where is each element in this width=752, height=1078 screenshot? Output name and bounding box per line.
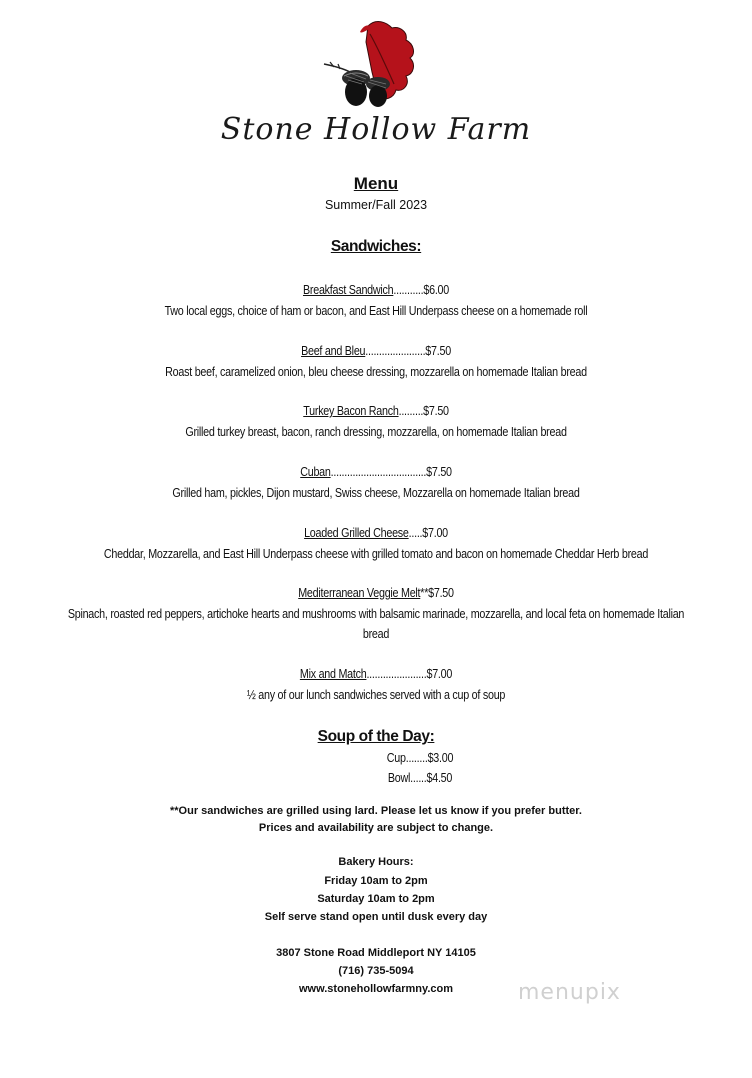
- menu-season: Summer/Fall 2023: [324, 198, 428, 212]
- item-name: Turkey Bacon Ranch: [303, 404, 399, 418]
- item-description: Grilled ham, pickles, Dijon mustard, Swiss cheese, Mozzarella on homemade Italian bread: [172, 486, 580, 500]
- item-price: $7.00: [422, 526, 448, 540]
- soup-bowl-price: Bowl......$4.50: [387, 771, 453, 785]
- lard-note: **Our sandwiches are grilled using lard. Please let us know if you prefer butter.: [169, 805, 582, 817]
- menu-title: Menu: [353, 174, 399, 193]
- menu-item: [53, 465, 700, 479]
- item-price: $7.50: [428, 586, 454, 600]
- item-description-continued: bread: [362, 627, 390, 641]
- phone: (716) 735-5094: [338, 965, 414, 977]
- item-price: $7.50: [423, 404, 449, 418]
- menu-item: [53, 526, 700, 540]
- item-description: Spinach, roasted red peppers, artichoke hearts and mushrooms with balsamic marinade, mozzarella, and local feta on homemade Italian: [67, 607, 685, 621]
- item-description: Roast beef, caramelized onion, bleu cheese dressing, mozzarella on homemade Italian bread: [165, 365, 587, 379]
- item-name: Breakfast Sandwich: [302, 283, 394, 297]
- menu-item: [53, 586, 700, 600]
- hours-friday: Friday 10am to 2pm: [324, 875, 428, 887]
- website-link[interactable]: www.stonehollowfarmny.com: [298, 983, 454, 995]
- item-name: Loaded Grilled Cheese: [304, 526, 409, 540]
- item-description: Two local eggs, choice of ham or bacon, and East Hill Underpass cheese on a homemade roll: [164, 304, 588, 318]
- item-dots: ...................................: [330, 465, 427, 479]
- item-name: Mix and Match: [299, 667, 367, 681]
- bakery-hours-title: Bakery Hours:: [338, 856, 414, 868]
- item-price: $7.00: [426, 667, 453, 681]
- address: 3807 Stone Road Middleport NY 14105: [276, 947, 476, 959]
- item-price: $6.00: [423, 283, 449, 297]
- item-dots: .........: [398, 404, 424, 418]
- farm-name: Stone Hollow Farm: [220, 112, 532, 147]
- item-description: ½ any of our lunch sandwiches served with a cup of soup: [246, 688, 506, 702]
- soup-heading: Soup of the Day:: [317, 728, 435, 745]
- item-name: Cuban: [300, 465, 331, 479]
- soup-cup-price: Cup........$3.00: [386, 751, 454, 765]
- menu-item: [53, 344, 700, 358]
- prices-note: Prices and availability are subject to change.: [258, 822, 494, 834]
- item-dots: ...........: [393, 283, 424, 297]
- item-price: $7.50: [426, 465, 452, 479]
- item-name: Mediterranean Veggie Melt: [298, 586, 421, 600]
- item-name: Beef and Bleu: [301, 344, 366, 358]
- hours-saturday: Saturday 10am to 2pm: [317, 893, 435, 905]
- sandwiches-heading: Sandwiches:: [330, 238, 422, 255]
- item-dots: ......................: [366, 667, 427, 681]
- item-dots: ......................: [365, 344, 426, 358]
- menu-item: [53, 404, 700, 418]
- self-serve-stand: Self serve stand open until dusk every day: [264, 911, 488, 923]
- item-price: $7.50: [425, 344, 451, 358]
- menu-item: [53, 283, 700, 297]
- menu-item: [53, 667, 700, 681]
- menupix-watermark: menupix: [518, 980, 621, 1005]
- item-dots: **: [420, 586, 429, 600]
- acorn-leaf-logo-icon: [320, 18, 420, 114]
- item-dots: .....: [408, 526, 423, 540]
- item-description: Grilled turkey breast, bacon, ranch dressing, mozzarella, on homemade Italian bread: [185, 425, 567, 439]
- item-description: Cheddar, Mozzarella, and East Hill Underpass cheese with grilled tomato and bacon on homemade Cheddar Herb bread: [103, 547, 649, 561]
